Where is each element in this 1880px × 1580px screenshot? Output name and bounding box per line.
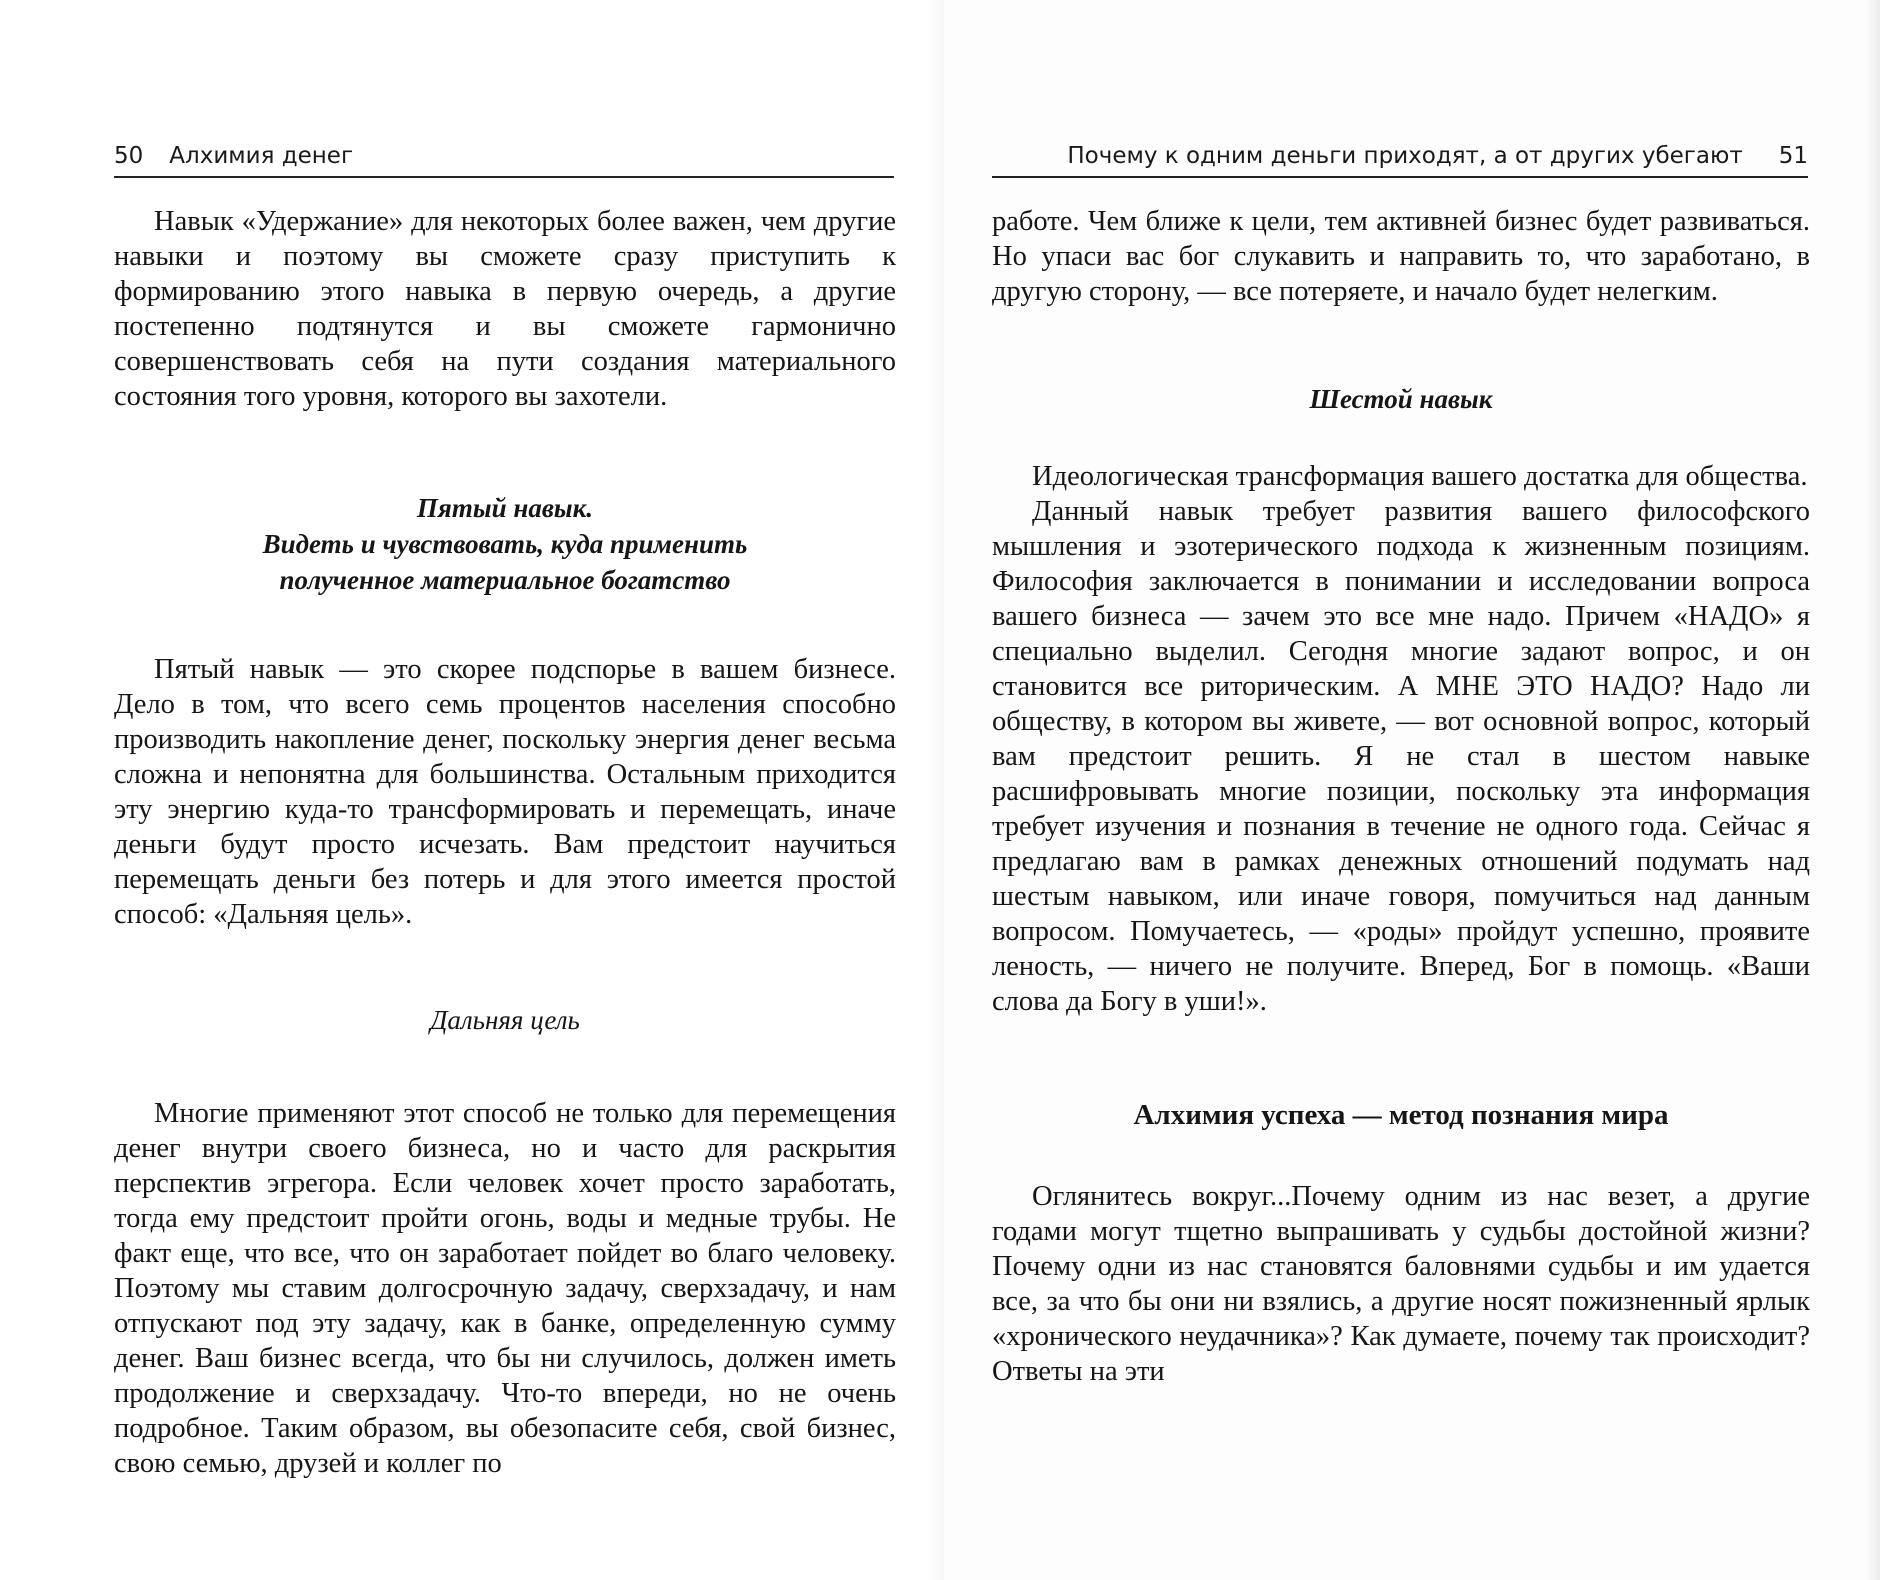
right-page bbox=[944, 0, 1880, 1580]
left-paragraph-3: Многие применяют этот способ не только для перемещения денег внутри своего бизнеса, но и часто для раскрытия перспектив эгрегора. Если человек хочет просто заработать, тогда ему предстоит пройти огонь, воды и медные трубы. Не факт еще, что все, что он заработает пойдет во благо человеку. Поэтому мы ставим долгосрочную задачу, сверхзадачу, и нам отпускают под эту задачу, как в банке, определенную сумму денег. Ваш бизнес всегда, что бы ни случилось, должен иметь продолжение и сверхзадачу. Что-то впереди, но не очень подробное. Таким образом, вы обезопасите себя, свой бизнес, свою семью, друзей и коллег по bbox=[114, 1098, 896, 1479]
right-running-title: Почему к одним деньги приходят, а от других убегают bbox=[1067, 143, 1743, 169]
skill-5-heading-line-1: Пятый навык. bbox=[416, 493, 594, 523]
right-running-head bbox=[992, 136, 1808, 178]
left-page-number: 50 bbox=[114, 143, 144, 169]
left-paragraph-1: Навык «Удержание» для некоторых более важен, чем другие навыки и поэтому вы сможете сразу приступить к формированию этого навыка в первую очередь, а другие постепенно подтянутся и вы сможете гармонично совершенствовать себя на пути создания материального состояния того уровня, которого вы захотели. bbox=[114, 206, 896, 412]
right-text-block bbox=[992, 204, 1810, 1389]
left-text-block bbox=[114, 204, 896, 1481]
section-heading: Алхимия успеха — метод познания мира bbox=[1133, 1099, 1669, 1131]
left-running-head bbox=[114, 136, 894, 178]
right-paragraph-3: Данный навык требует развития вашего философского мышления и эзотерического подхода к жизненным позициям. Философия заключается в понимании и исследовании вопроса вашего бизнеса — зачем это все мне надо. Причем «НАДО» я специально выделил. Сегодня многие задают вопрос, и он становится все риторическим. А МНЕ ЭТО НАДО? Надо ли обществу, в котором вы живете, — вот основной вопрос, который вам предстоит решить. Я не стал в шестом навыке расшифровывать многие позиции, поскольку эта информация требует изучения и познания в течение не одного года. Сейчас я предлагаю вам в рамках денежных отношений подумать над шестым навыком, или иначе говоря, помучиться над данным вопросом. Помучаетесь, — «роды» пройдут успешно, проявите леность, — ничего не получите. Вперед, Бог в помощь. «Ваши слова да Богу в уши!». bbox=[992, 496, 1810, 1017]
left-paragraph-2: Пятый навык — это скорее подспорье в вашем бизнесе. Дело в том, что всего семь процентов населения способно производить накопление денег, поскольку энергия денег весьма сложна и непонятна для большинства. Остальным приходится эту энергию куда-то трансформировать и перемещать, иначе деньги будут просто исчезать. Вам предстоит научиться перемещать деньги без потерь и для этого имеется простой способ: «Дальняя цель». bbox=[114, 654, 896, 930]
right-paragraph-2: Идеологическая трансформация вашего достатка для общества. bbox=[1032, 461, 1808, 492]
far-goal-heading: Дальняя цель bbox=[430, 1005, 580, 1035]
skill-6-heading: Шестой навык bbox=[1309, 384, 1493, 414]
right-paragraph-4: Оглянитесь вокруг...Почему одним из нас везет, а другие годами могут тщетно выпрашивать у судьбы достойной жизни? Почему одни из нас становятся баловнями судьбы и им удается все, за что бы они ни взялись, а другие носят пожизненный ярлык «хронического неудачника»? Как думаете, почему так происходит? Ответы на эти bbox=[992, 1181, 1810, 1387]
skill-5-heading bbox=[114, 490, 896, 598]
page-edge bbox=[1868, 0, 1880, 1580]
right-paragraph-1: работе. Чем ближе к цели, тем активней бизнес будет развиваться. Но упаси вас бог слукавить и направить то, что заработано, в другую сторону, — все потеряете, и начало будет нелегким. bbox=[992, 206, 1810, 307]
skill-5-heading-line-3: полученное материальное богатство bbox=[279, 565, 731, 595]
left-running-title: Алхимия денег bbox=[169, 143, 354, 169]
right-page-number: 51 bbox=[1778, 143, 1808, 169]
skill-5-heading-line-2: Видеть и чувствовать, куда применить bbox=[262, 529, 748, 559]
